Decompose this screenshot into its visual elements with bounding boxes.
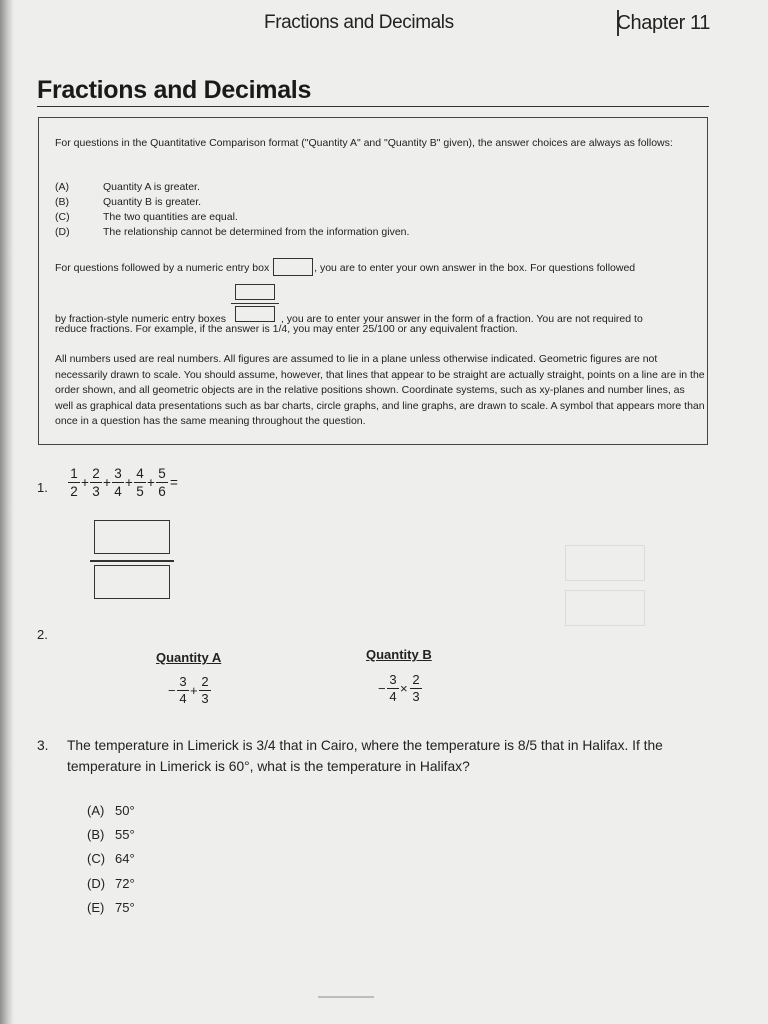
answer-option-a[interactable]: [87, 803, 135, 818]
reduce-fractions-note: reduce fractions. For example, if the answer is 1/4, you may enter 25/100 or any equivalent fraction.: [55, 323, 518, 335]
option-letter: (D): [87, 876, 106, 891]
fraction: [410, 673, 422, 704]
page-smudge: [318, 996, 374, 998]
question-3-number: 3.: [37, 738, 49, 753]
denominator: 2: [70, 484, 78, 499]
numeric-entry-text-1: For questions followed by a numeric entry box: [55, 262, 270, 274]
answer-option-b[interactable]: [87, 827, 135, 842]
fraction: [90, 466, 102, 499]
quantity-a-heading: Quantity A: [156, 650, 222, 665]
fraction-bar: [156, 482, 168, 483]
chapter-label: Chapter 11: [616, 12, 710, 34]
numeric-entry-text-2: , you are to enter your own answer in the box. For questions followed: [314, 262, 636, 274]
answer-option-c[interactable]: [87, 851, 135, 866]
denominator: 5: [136, 484, 144, 499]
title-rule: [37, 106, 709, 107]
fraction-entry-text-1: by fraction-style numeric entry boxes: [55, 313, 226, 325]
fraction: [199, 675, 211, 706]
fraction: [156, 466, 168, 499]
option-letter: (E): [87, 900, 105, 915]
fraction-bar: [231, 303, 279, 304]
bleed-through-box: [565, 545, 645, 581]
answer-denominator-box[interactable]: [94, 565, 170, 599]
numerator: 2: [92, 466, 100, 481]
numerator: 3: [114, 466, 122, 481]
fraction: [387, 673, 399, 704]
quantity-a-expression: [168, 675, 238, 711]
fraction: [134, 466, 146, 499]
plus-sign: +: [103, 475, 111, 490]
question-1-number: 1.: [37, 480, 48, 495]
denominator: 4: [114, 484, 122, 499]
option-text: 64°: [115, 851, 135, 866]
quantity-b-heading: Quantity B: [366, 647, 432, 662]
answer-option-d[interactable]: [87, 876, 135, 891]
numerator: 3: [179, 674, 187, 689]
qc-choice-letter: (C): [55, 211, 70, 223]
minus-sign: −: [168, 683, 176, 698]
option-text: 72°: [115, 876, 135, 891]
page-gutter-shadow: [0, 0, 14, 1024]
denominator: 4: [179, 691, 187, 706]
fraction-bar: [112, 482, 124, 483]
plus-sign: +: [125, 475, 133, 490]
numerator: 5: [158, 466, 166, 481]
times-sign: ×: [400, 681, 408, 696]
equals-sign: =: [170, 475, 178, 490]
answer-option-e[interactable]: [87, 900, 135, 915]
denominator: 3: [201, 691, 209, 706]
option-letter: (C): [87, 851, 106, 866]
fraction-numerator-box: [235, 284, 275, 300]
qc-choice-text: The relationship cannot be determined from the information given.: [103, 226, 410, 238]
answer-fraction-bar: [90, 560, 174, 562]
option-letter: (B): [87, 827, 105, 842]
qc-choice-letter: (A): [55, 181, 69, 193]
denominator: 3: [92, 484, 100, 499]
question-1-answer-entry[interactable]: [90, 520, 176, 602]
plus-sign: +: [190, 683, 198, 698]
fraction-bar: [90, 482, 102, 483]
denominator: 6: [158, 484, 166, 499]
denominator: 4: [389, 689, 397, 704]
general-assumptions-note: All numbers used are real numbers. All figures are assumed to lie in a plane unless otherwise indicated. Geometric figures are not necessarily drawn to scale. You should assume, however, that lines that appear to be straight are actually straight, points on a line are in the order shown, and all geometric objects are in the relative positions shown. Coordinate systems, such as xy-planes and number lines, as well as graphical data presentations such as bar charts, circle graphs, and line graphs, are drawn to scale. A symbol that appears more than once in a question has the same meaning throughout the question.: [55, 353, 705, 427]
numerator: 2: [201, 674, 209, 689]
numerator: 3: [389, 672, 397, 687]
numerator: 1: [70, 466, 78, 481]
fraction-entry-text-2: , you are to enter your answer in the form of a fraction. You are not required to: [280, 313, 643, 325]
plus-sign: +: [147, 475, 155, 490]
option-letter: (A): [87, 803, 105, 818]
option-text: 55°: [115, 827, 135, 842]
qc-choice-letter: (B): [55, 196, 69, 208]
fraction-bar: [68, 482, 80, 483]
fraction-denominator-box: [235, 306, 275, 322]
numerator: 2: [412, 672, 420, 687]
fraction-bar: [134, 482, 146, 483]
qc-choice-text: The two quantities are equal.: [103, 211, 238, 223]
numeric-entry-box-example: [273, 258, 313, 276]
running-head-title: Fractions and Decimals: [264, 12, 454, 33]
option-text: 75°: [115, 900, 135, 915]
bleed-through-box: [565, 590, 645, 626]
option-text: 50°: [115, 803, 135, 818]
question-3-text: The temperature in Limerick is 3/4 that in Cairo, where the temperature is 8/5 that in Halifax. If the temperature in Limerick is 60°, what is the temperature in Halifax?: [67, 738, 663, 774]
fraction: [112, 466, 124, 499]
plus-sign: +: [81, 475, 89, 490]
question-2-number: 2.: [37, 627, 48, 642]
qc-choice-letter: (D): [55, 226, 70, 238]
qc-choice-text: Quantity B is greater.: [103, 196, 202, 208]
instructions-box: [38, 117, 708, 445]
numeric-entry-note: [55, 258, 635, 277]
qc-choice-text: Quantity A is greater.: [103, 181, 200, 193]
answer-numerator-box[interactable]: [94, 520, 170, 554]
minus-sign: −: [378, 681, 386, 696]
quantity-b-expression: [378, 673, 448, 709]
numerator: 4: [136, 466, 144, 481]
fraction: [177, 675, 189, 706]
page-title: Fractions and Decimals: [37, 76, 312, 104]
fraction: [68, 466, 80, 499]
denominator: 3: [412, 689, 420, 704]
instructions-intro: For questions in the Quantitative Comparison format ("Quantity A" and "Quantity B" given), the answer choices are always as follows:: [55, 137, 673, 149]
